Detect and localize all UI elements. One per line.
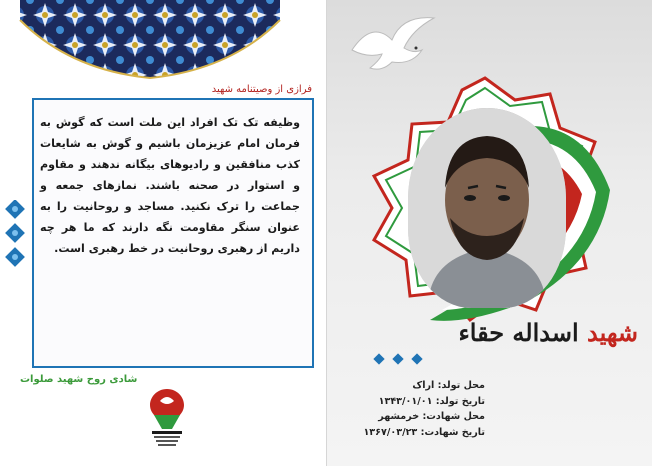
quote-text: وظیفه تک تک افراد این ملت است که گوش به فرمان امام عزیزمان باشیم و گوش به شایعات کذب منافقین و رادیوهای بیگانه ندهند و مقاوم و استوار در صحنه باشند. نمازهای جمعه و جماعت را ترک نکنید. مساجد و روحانیت را به عنوان سنگر مقاومت نگه دارند که ما هر چه داریم از رهبری روحانیت در خط رهبری است. [40, 116, 300, 255]
salavat-text: شادی روح شهید صلوات [20, 374, 138, 385]
quote-title: فرازی از وصیتنامه شهید [211, 84, 312, 95]
martyr-portrait [408, 108, 566, 308]
birthdate: تاریخ تولد: ۱۳۴۳/۰۱/۰۱ [378, 395, 485, 407]
dots-ornament [372, 352, 424, 366]
birthplace: محل تولد: اراک [412, 380, 485, 391]
martyr-name [418, 318, 638, 358]
foundation-logo [142, 385, 192, 449]
quote-box [32, 98, 314, 368]
name-prefix: شهید [586, 318, 638, 347]
side-ornament [4, 200, 26, 270]
martyr-info [365, 378, 485, 440]
martyrdom-date: تاریخ شهادت: ۱۳۶۷/۰۳/۲۳ [363, 426, 485, 438]
name-main: اسداله حقاء [458, 318, 579, 347]
martyrdom-place: محل شهادت: خرمشهر [378, 411, 485, 423]
arabesque-ornament [0, 0, 300, 80]
portrait-silhouette [408, 108, 566, 308]
